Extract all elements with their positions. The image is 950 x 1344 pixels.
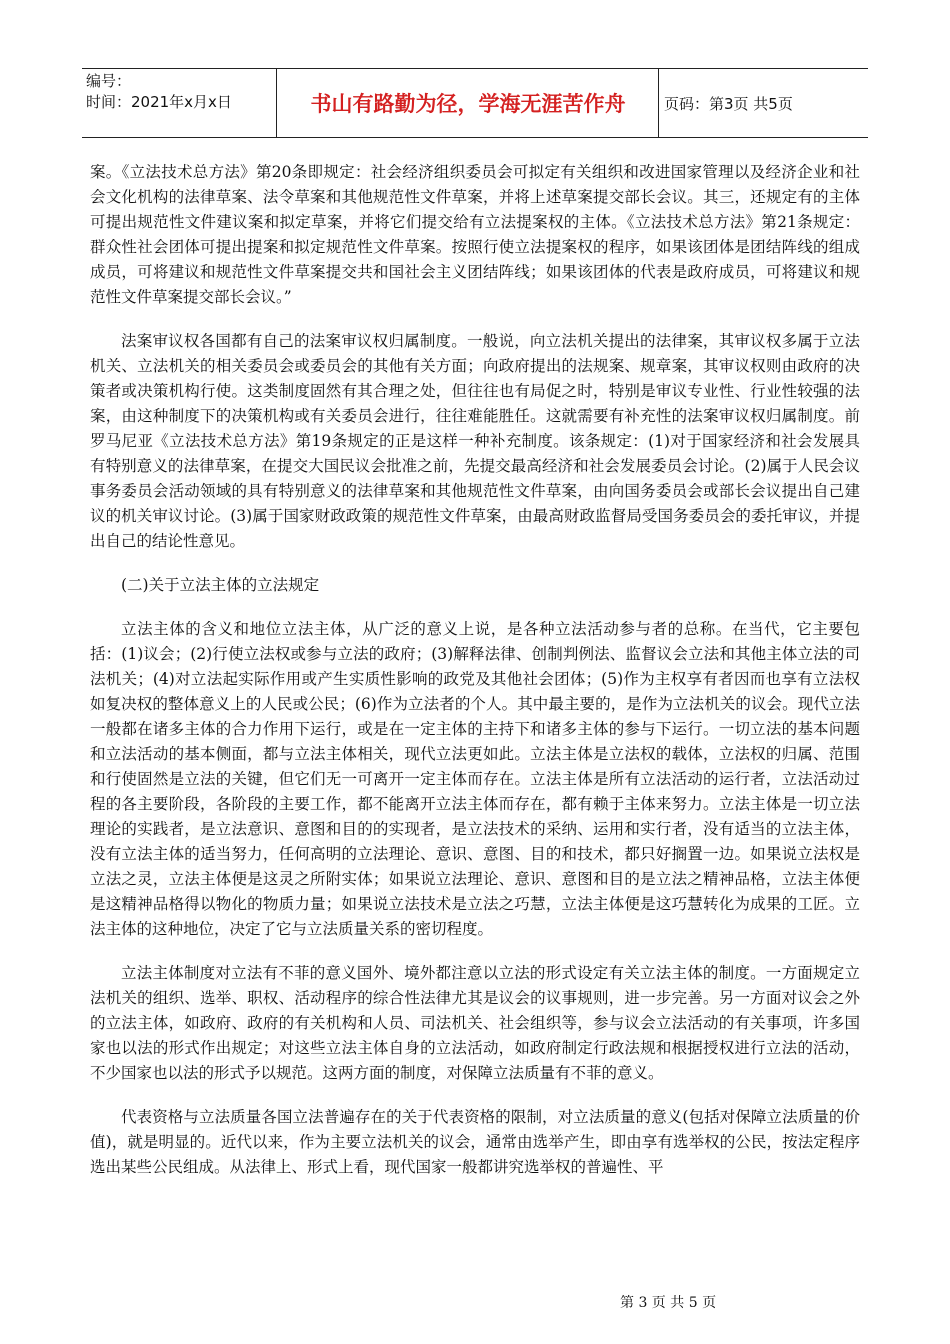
paragraph-bill-review: 法案审议权各国都有自己的法案审议权归属制度。一般说，向立法机关提出的法律案，其审议权多属于立法机关、立法机关的相关委员会或委员会的其他有关方面；向政府提出的法规案、规章案，其审议权则由政府的决策者或决策机构行使。这类制度固然有其合理之处，但往往也有局促之时，特别是审议专业性、行业性较强的法案，由这种制度下的决策机构或有关委员会进行，往往难能胜任。这就需要有补充性的法案审议权归属制度。前罗马尼亚《立法技术总方法》第19条规定的正是这样一种补充制度。该条规定：(1)对于国家经济和社会发展具有特别意义的法律草案，在提交大国民议会批准之前，先提交最高经济和社会发展委员会讨论。(2)属于人民会议事务委员会活动领域的具有特别意义的法律草案和其他规范性文件草案，由向国务委员会或部长会议提出自己建议的机关审议讨论。(3)属于国家财政政策的规范性文件草案，由最高财政监督局受国务委员会的委托审议，并提出自己的结论性意见。 [90, 332, 860, 550]
header-page-info: 页码：第3页 共5页 [664, 94, 793, 113]
paragraph-legislative-subject: 立法主体的含义和地位立法主体，从广泛的意义上说，是各种立法活动参与者的总称。在当代，它主要包括：(1)议会；(2)行使立法权或参与立法的政府；(3)解释法律、创制判例法、监督议会立法和其他主体立法的司法机关；(4)对立法起实际作用或产生实质性影响的政党及其他社会团体；(5)作为主权享有者因而也享有立法权如复决权的整体意义上的人民或公民；(6)作为立法者的个人。其中最主要的，是作为立法机关的议会。现代立法一般都在诸多主体的合力作用下运行，或是在一定主体的主持下和诸多主体的参与下运行。一切立法的基本问题和立法活动的基本侧面，都与立法主体相关，现代立法更如此。立法主体是立法权的载体，立法权的归属、范围和行使固然是立法的关键，但它们无一可离开一定主体而存在。立法主体是所有立法活动的运行者，立法活动过程的各主要阶段，各阶段的主要工作，都不能离开立法主体而存在，都有赖于主体来努力。立法主体是一切立法理论的实践者，是立法意识、意图和目的的实现者，是立法技术的采纳、运用和实行者，没有适当的立法主体，没有立法主体的适当努力，任何高明的立法理论、意识、意图、目的和技术，都只好搁置一边。如果说立法权是立法之灵，立法主体便是这灵之所附实体；如果说立法理论、意识、意图和目的是立法之精神品格，立法主体便是这精神品格得以物化的物质力量；如果说立法技术是立法之巧慧，立法主体便是这巧慧转化为成果的工匠。立法主体的这种地位，决定了它与立法质量关系的密切程度。 [90, 620, 860, 938]
page-header [82, 68, 868, 138]
header-number-label: 编号： [86, 72, 132, 90]
footer-page-number: 第 3 页 共 5 页 [620, 1295, 717, 1311]
header-time-label: 时间：2021年x月x日 [86, 93, 232, 111]
paragraph-representative-qualification: 代表资格与立法质量各国立法普遍存在的关于代表资格的限制，对立法质量的意义(包括对保障立法质量的价值)，就是明显的。近代以来，作为主要立法机关的议会，通常由选举产生，即由享有选举权的公民，按法定程序选出某些公民组成。从法律上、形式上看，现代国家一般都讲究选举权的普遍性、平 [90, 1108, 860, 1176]
paragraph-continuation: 案。《立法技术总方法》第20条即规定：社会经济组织委员会可拟定有关组织和改进国家管理以及经济企业和社会文化机构的法律草案、法令草案和其他规范性文件草案，并将上述草案提交部长会议。其三，还规定有的主体可提出规范性文件建议案和拟定草案，并将它们提交给有立法提案权的主体。《立法技术总方法》第21条规定：群众性社会团体可提出提案和拟定规范性文件草案。按照行使立法提案权的程序，如果该团体是团结阵线的组成成员，可将建议和规范性文件草案提交共和国社会主义团结阵线；如果该团体的代表是政府成员，可将建议和规范性文件草案提交部长会议。” [90, 163, 860, 306]
paragraph-subject-system: 立法主体制度对立法有不菲的意义国外、境外都注意以立法的形式设定有关立法主体的制度。一方面规定立法机关的组织、选举、职权、活动程序的综合性法律尤其是议会的议事规则，进一步完善。另一方面对议会之外的立法主体，如政府、政府的有关机构和人员、司法机关、社会组织等，参与议会立法活动的有关事项，许多国家也以法的形式作出规定；对这些立法主体自身的立法活动，如政府制定行政法规和根据授权进行立法的活动，不少国家也以法的形式予以规范。这两方面的制度，对保障立法质量有不菲的意义。 [90, 964, 860, 1082]
document-body [90, 160, 860, 1199]
header-divider-right [658, 68, 659, 138]
header-divider-left [276, 68, 277, 138]
header-meta [86, 71, 276, 113]
header-motto: 书山有路勤为径，学海无涯苦作舟 [310, 92, 626, 116]
section-heading: (二)关于立法主体的立法规定 [121, 576, 320, 594]
